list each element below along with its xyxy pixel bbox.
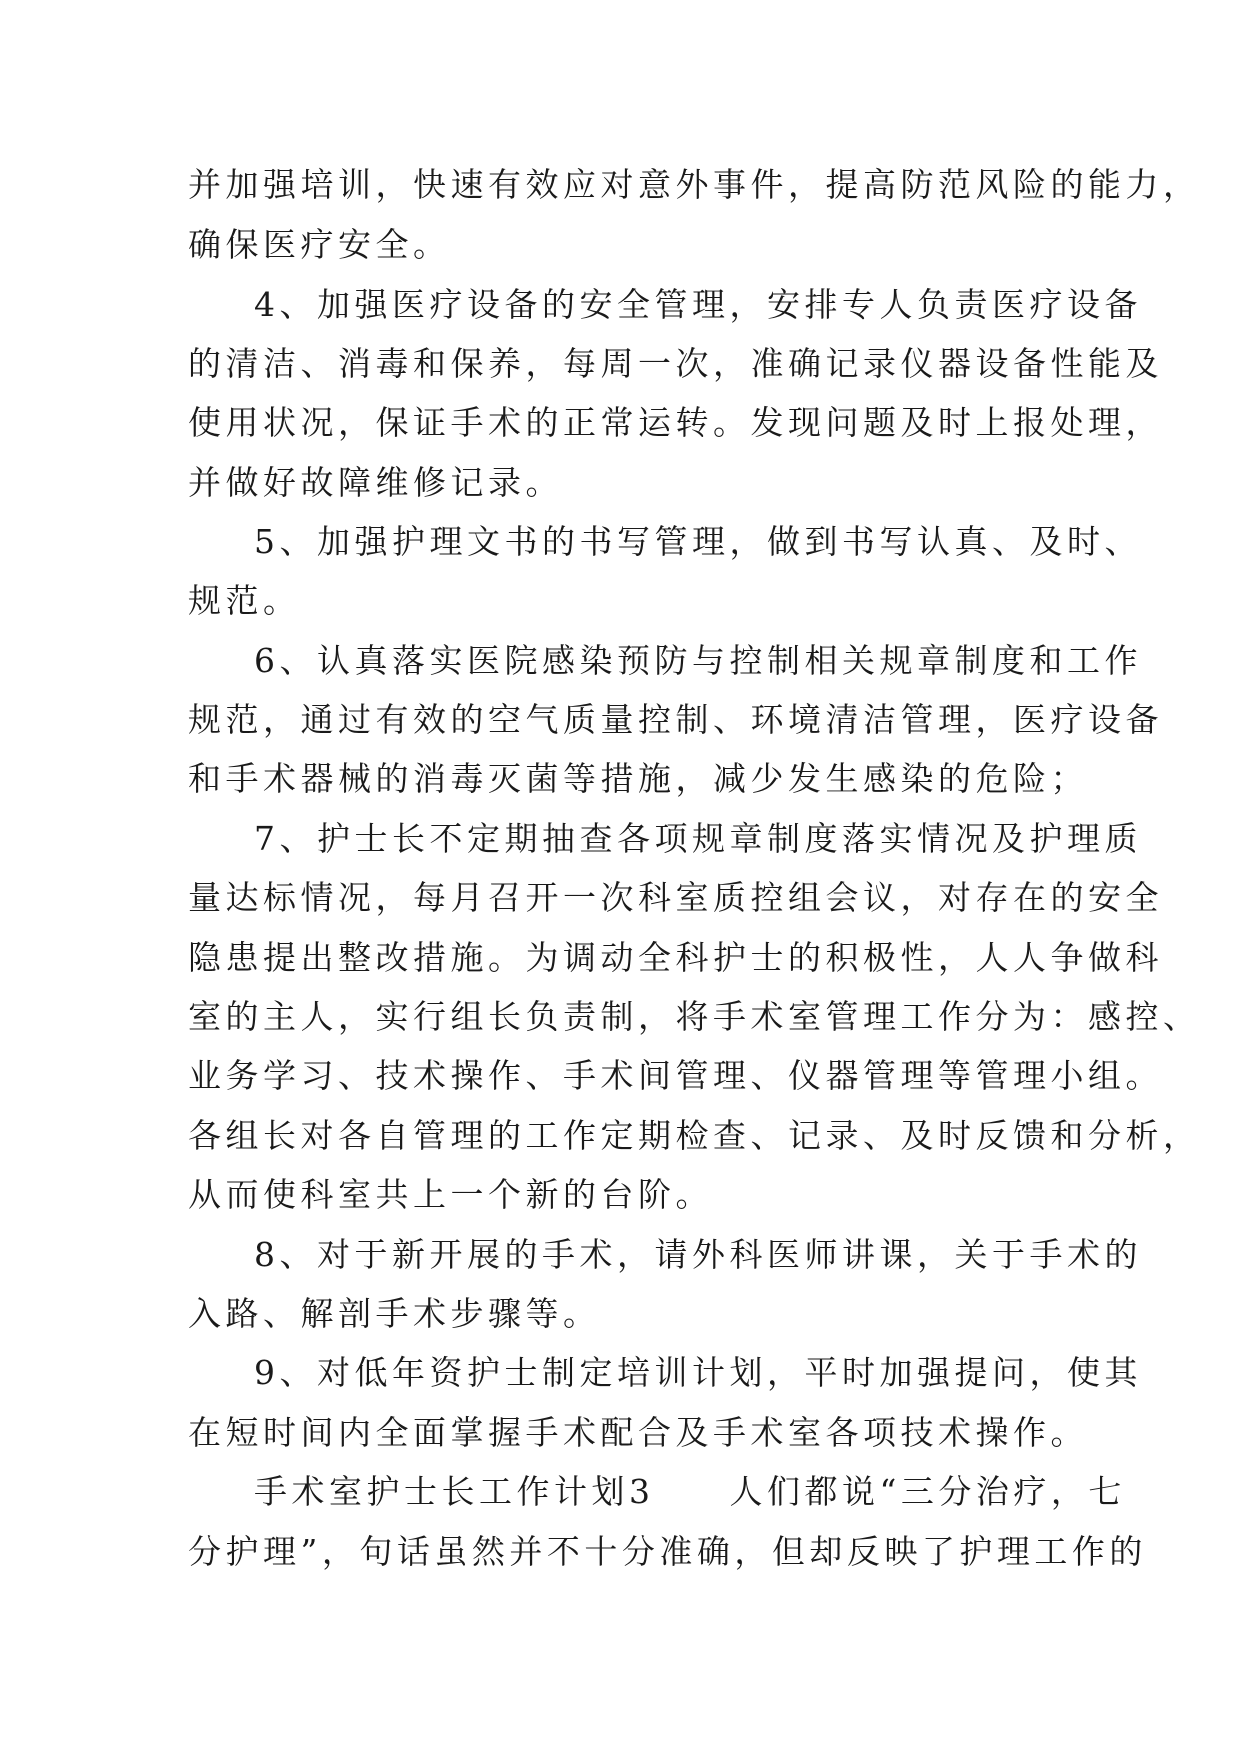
text-line: 的清洁、消毒和保养，每周一次，准确记录仪器设备性能及 xyxy=(188,344,1163,383)
paragraph-8-line: 8、对于新开展的手术，请外科医师讲课，关于手术的 xyxy=(254,1235,1142,1274)
paragraph-4-line: 4、加强医疗设备的安全管理，安排专人负责医疗设备 xyxy=(254,285,1142,324)
text-line: 确保医疗安全。 xyxy=(188,225,451,264)
text-line: 使用状况，保证手术的正常运转。发现问题及时上报处理， xyxy=(188,403,1163,442)
text-line: 室的主人，实行组长负责制，将手术室管理工作分为：感控、 xyxy=(188,997,1201,1036)
paragraph-5-line: 5、加强护理文书的书写管理，做到书写认真、及时、 xyxy=(254,522,1142,561)
text-line: 业务学习、技术操作、手术间管理、仪器管理等管理小组。 xyxy=(188,1056,1163,1095)
text-line: 从而使科室共上一个新的台阶。 xyxy=(188,1175,713,1214)
text-line: 分护理”，句话虽然并不十分准确，但却反映了护理工作的 xyxy=(188,1532,1147,1571)
text-line: 和手术器械的消毒灭菌等措施，减少发生感染的危险； xyxy=(188,759,1088,798)
text-line: 规范。 xyxy=(188,581,301,620)
text-line: 入路、解剖手术步骤等。 xyxy=(188,1294,601,1333)
paragraph-6-line: 6、认真落实医院感染预防与控制相关规章制度和工作 xyxy=(254,641,1142,680)
text-line: 隐患提出整改措施。为调动全科护士的积极性，人人争做科 xyxy=(188,938,1163,977)
section-heading-line: 手术室护士长工作计划3 人们都说“三分治疗，七 xyxy=(254,1472,1126,1511)
text-line: 量达标情况，每月召开一次科室质控组会议，对存在的安全 xyxy=(188,878,1163,917)
text-line: 并加强培训，快速有效应对意外事件，提高防范风险的能力， xyxy=(188,165,1201,204)
text-line: 并做好故障维修记录。 xyxy=(188,463,563,502)
text-line: 规范，通过有效的空气质量控制、环境清洁管理，医疗设备 xyxy=(188,700,1163,739)
text-line: 各组长对各自管理的工作定期检查、记录、及时反馈和分析， xyxy=(188,1116,1201,1155)
paragraph-7-line: 7、护士长不定期抽查各项规章制度落实情况及护理质 xyxy=(254,819,1142,858)
text-line: 在短时间内全面掌握手术配合及手术室各项技术操作。 xyxy=(188,1413,1088,1452)
paragraph-9-line: 9、对低年资护士制定培训计划，平时加强提问，使其 xyxy=(254,1353,1142,1392)
